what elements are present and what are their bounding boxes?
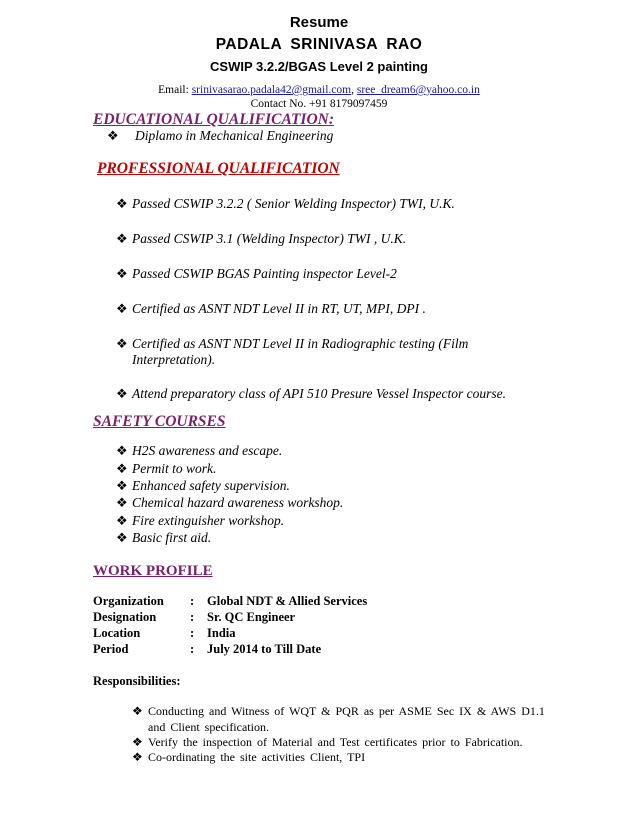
work-field-colon: : — [190, 594, 195, 608]
professional-section-title: PROFESSIONAL QUALIFICATION — [97, 160, 340, 177]
work-field-colon: : — [190, 642, 195, 656]
work-profile-section-title: WORK PROFILE — [93, 563, 213, 579]
bullet-diamond-icon: ❖ — [116, 495, 128, 510]
work-field-value: India — [207, 626, 236, 640]
responsibility-item: ❖ Verify the inspection of Material and Test certificates prior to Fabrication. — [132, 735, 523, 749]
bullet-diamond-icon: ❖ — [132, 750, 143, 764]
professional-item: ❖ Passed CSWIP BGAS Painting inspector Level-2 — [116, 266, 397, 281]
email-link-secondary[interactable]: sree_dream6@yahoo.co.in — [356, 84, 480, 96]
email-separator: , — [351, 84, 354, 96]
responsibility-item-continuation: and Client specification. — [148, 720, 269, 734]
responsibilities-heading: Responsibilities: — [93, 674, 181, 688]
bullet-diamond-icon: ❖ — [116, 478, 128, 493]
work-field-label: Period — [93, 642, 129, 656]
work-field-value: Sr. QC Engineer — [207, 610, 296, 624]
work-field-label: Location — [93, 626, 141, 640]
resume-heading: Resume — [289, 14, 349, 31]
responsibility-item: ❖ Co-ordinating the site activities Client, TPI — [132, 750, 366, 764]
professional-item: ❖ Certified as ASNT NDT Level II in RT, UT, MPI, DPI . — [116, 301, 426, 316]
bullet-diamond-icon: ❖ — [116, 386, 128, 401]
certification-subtitle: CSWIP 3.2.2/BGAS Level 2 painting — [210, 59, 428, 74]
bullet-diamond-icon: ❖ — [116, 443, 128, 458]
professional-item: ❖ Attend preparatory class of API 510 Presure Vessel Inspector course. — [116, 386, 506, 401]
safety-item: ❖ Permit to work. — [116, 461, 217, 476]
email-label: Email: — [158, 84, 189, 96]
work-field-label: Designation — [93, 610, 157, 624]
bullet-diamond-icon: ❖ — [132, 735, 143, 749]
work-field-label: Organization — [93, 594, 164, 608]
bullet-diamond-icon: ❖ — [116, 513, 128, 528]
email-link-primary[interactable]: srinivasarao.padala42@gmail.com — [191, 84, 352, 96]
bullet-diamond-icon: ❖ — [116, 461, 128, 476]
education-item: ❖ Diplamo in Mechanical Engineering — [107, 128, 334, 143]
contact-phone: Contact No. +91 8179097459 — [250, 98, 388, 110]
candidate-name: PADALA SRINIVASA RAO — [215, 36, 423, 53]
safety-item: ❖ Fire extinguisher workshop. — [116, 513, 285, 528]
bullet-diamond-icon: ❖ — [116, 266, 128, 281]
professional-item: ❖ Certified as ASNT NDT Level II in Radiographic testing (Film — [116, 336, 469, 351]
work-field-colon: : — [190, 626, 195, 640]
safety-item: ❖ Chemical hazard awareness workshop. — [116, 495, 344, 510]
professional-item: ❖ Passed CSWIP 3.2.2 ( Senior Welding Inspector) TWI, U.K. — [116, 196, 455, 211]
safety-section-title: SAFETY COURSES — [93, 413, 226, 430]
contact-email-line — [0, 84, 638, 96]
education-section-title: EDUCATIONAL QUALIFICATION: — [93, 111, 335, 128]
safety-item: ❖ Enhanced safety supervision. — [116, 478, 290, 493]
safety-item: ❖ Basic first aid. — [116, 530, 212, 545]
responsibility-item: ❖ Conducting and Witness of WQT & PQR as per ASME Sec IX & AWS D1.1 — [132, 704, 545, 718]
work-field-value: July 2014 to Till Date — [207, 642, 322, 656]
bullet-diamond-icon: ❖ — [116, 336, 128, 351]
work-field-value: Global NDT & Allied Services — [207, 594, 368, 608]
bullet-diamond-icon: ❖ — [116, 301, 128, 316]
professional-item: ❖ Passed CSWIP 3.1 (Welding Inspector) TWI , U.K. — [116, 231, 407, 246]
professional-item-continuation: Interpretation). — [132, 352, 216, 367]
bullet-diamond-icon: ❖ — [116, 196, 128, 211]
work-field-colon: : — [190, 610, 195, 624]
bullet-diamond-icon: ❖ — [132, 704, 143, 718]
bullet-diamond-icon: ❖ — [107, 128, 119, 143]
bullet-diamond-icon: ❖ — [116, 231, 128, 246]
safety-item: ❖ H2S awareness and escape. — [116, 443, 283, 458]
bullet-diamond-icon: ❖ — [116, 530, 128, 545]
